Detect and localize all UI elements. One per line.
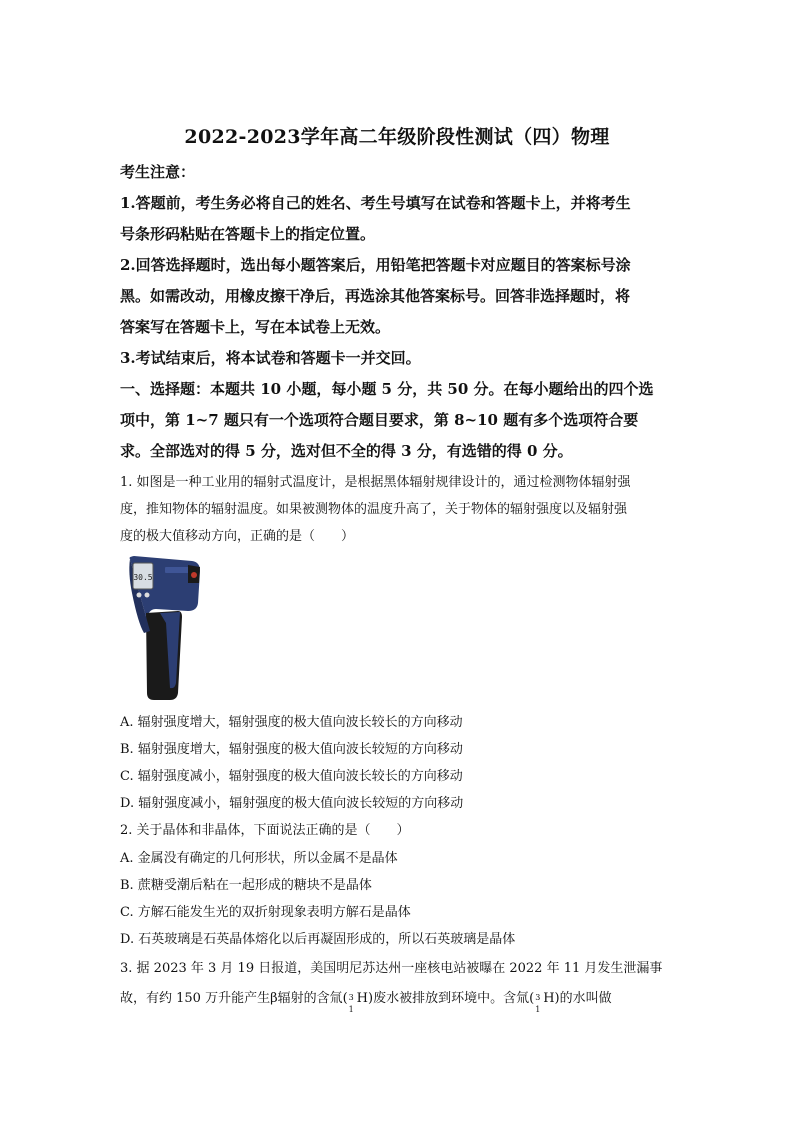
notice-section	[120, 157, 680, 374]
notice-line: 2.回答选择题时，选出每小题答案后，用铅笔把答题卡对应题目的答案标号涂	[120, 256, 631, 274]
notice-line: 号条形码粘贴在答题卡上的指定位置。	[120, 225, 376, 243]
notice-line: 3.考试结束后，将本试卷和答题卡一并交回。	[120, 349, 421, 367]
notice-line: 1.答题前，考生务必将自己的姓名、考生号填写在试卷和答题卡上，并将考生	[120, 194, 631, 212]
q1-option-c: C. 辐射强度减小，辐射强度的极大值向波长较长的方向移动	[120, 769, 463, 784]
question-1-stem	[120, 469, 680, 550]
section-line: 一、选择题：本题共 10 小题，每小题 5 分，共 50 分。在每小题给出的四个选	[120, 380, 654, 398]
tritium-isotope: 3 1	[535, 993, 541, 1014]
q3-text-b: 废水被排放到环境中。含氚	[373, 991, 530, 1006]
q3-text-a: 故，有约 150 万升能产生β辐射的含氚	[120, 991, 343, 1006]
q2-option-b: B. 蔗糖受潮后粘在一起形成的糖块不是晶体	[120, 878, 372, 893]
q2-option-c: C. 方解石能发生光的双折射现象表明方解石是晶体	[120, 905, 411, 920]
notice-line: 答案写在答题卡上，写在本试卷上无效。	[120, 318, 391, 336]
q2-option-d: D. 石英玻璃是石英晶体熔化以后再凝固形成的，所以石英玻璃是晶体	[120, 932, 516, 947]
question-3-line-1: 3. 据 2023 年 3 月 19 日报道，美国明尼苏达州一座核电站被曝在 2022 年 11 月发生泄漏事	[120, 961, 663, 976]
section-one-instructions	[120, 374, 680, 467]
q1-option-a: A. 辐射强度增大，辐射强度的极大值向波长较长的方向移动	[120, 715, 463, 730]
infrared-thermometer-image	[120, 553, 210, 703]
question-3-line-2: 故，有约 150 万升能产生β辐射的含氚( 3 1 H)废水被排放到环境中。含氚( 3 1 H)的水叫做	[120, 991, 612, 1014]
notice-line: 黑。如需改动，用橡皮擦干净后，再选涂其他答案标号。回答非选择题时，将	[120, 287, 631, 305]
question-line: 1. 如图是一种工业用的辐射式温度计，是根据黑体辐射规律设计的，通过检测物体辐射强	[120, 475, 631, 490]
section-line: 项中，第 1~7 题只有一个选项符合题目要求，第 8~10 题有多个选项符合要	[120, 411, 639, 429]
tritium-isotope: 3 1	[348, 993, 354, 1014]
q1-option-b: B. 辐射强度增大，辐射强度的极大值向波长较短的方向移动	[120, 742, 463, 757]
q2-option-a: A. 金属没有确定的几何形状，所以金属不是晶体	[120, 851, 398, 866]
tritium-symbol: H	[356, 991, 369, 1006]
question-line: 度，推知物体的辐射温度。如果被测物体的温度升高了，关于物体的辐射强度以及辐射强	[120, 502, 628, 517]
question-line: 度的极大值移动方向，正确的是（ ）	[120, 529, 355, 544]
question-2-stem: 2. 关于晶体和非晶体，下面说法正确的是（ ）	[120, 823, 410, 838]
exam-title: 2022-2023学年高二年级阶段性测试（四）物理	[184, 126, 610, 148]
q1-option-d: D. 辐射强度减小，辐射强度的极大值向波长较短的方向移动	[120, 796, 464, 811]
q3-text-c: 的水叫做	[559, 991, 612, 1006]
notice-heading: 考生注意：	[120, 163, 196, 181]
thermometer-display-reading: 30.5	[133, 573, 153, 582]
section-line: 求。全部选对的得 5 分，选对但不全的得 3 分，有选错的得 0 分。	[120, 442, 573, 460]
tritium-symbol: H	[543, 991, 555, 1006]
